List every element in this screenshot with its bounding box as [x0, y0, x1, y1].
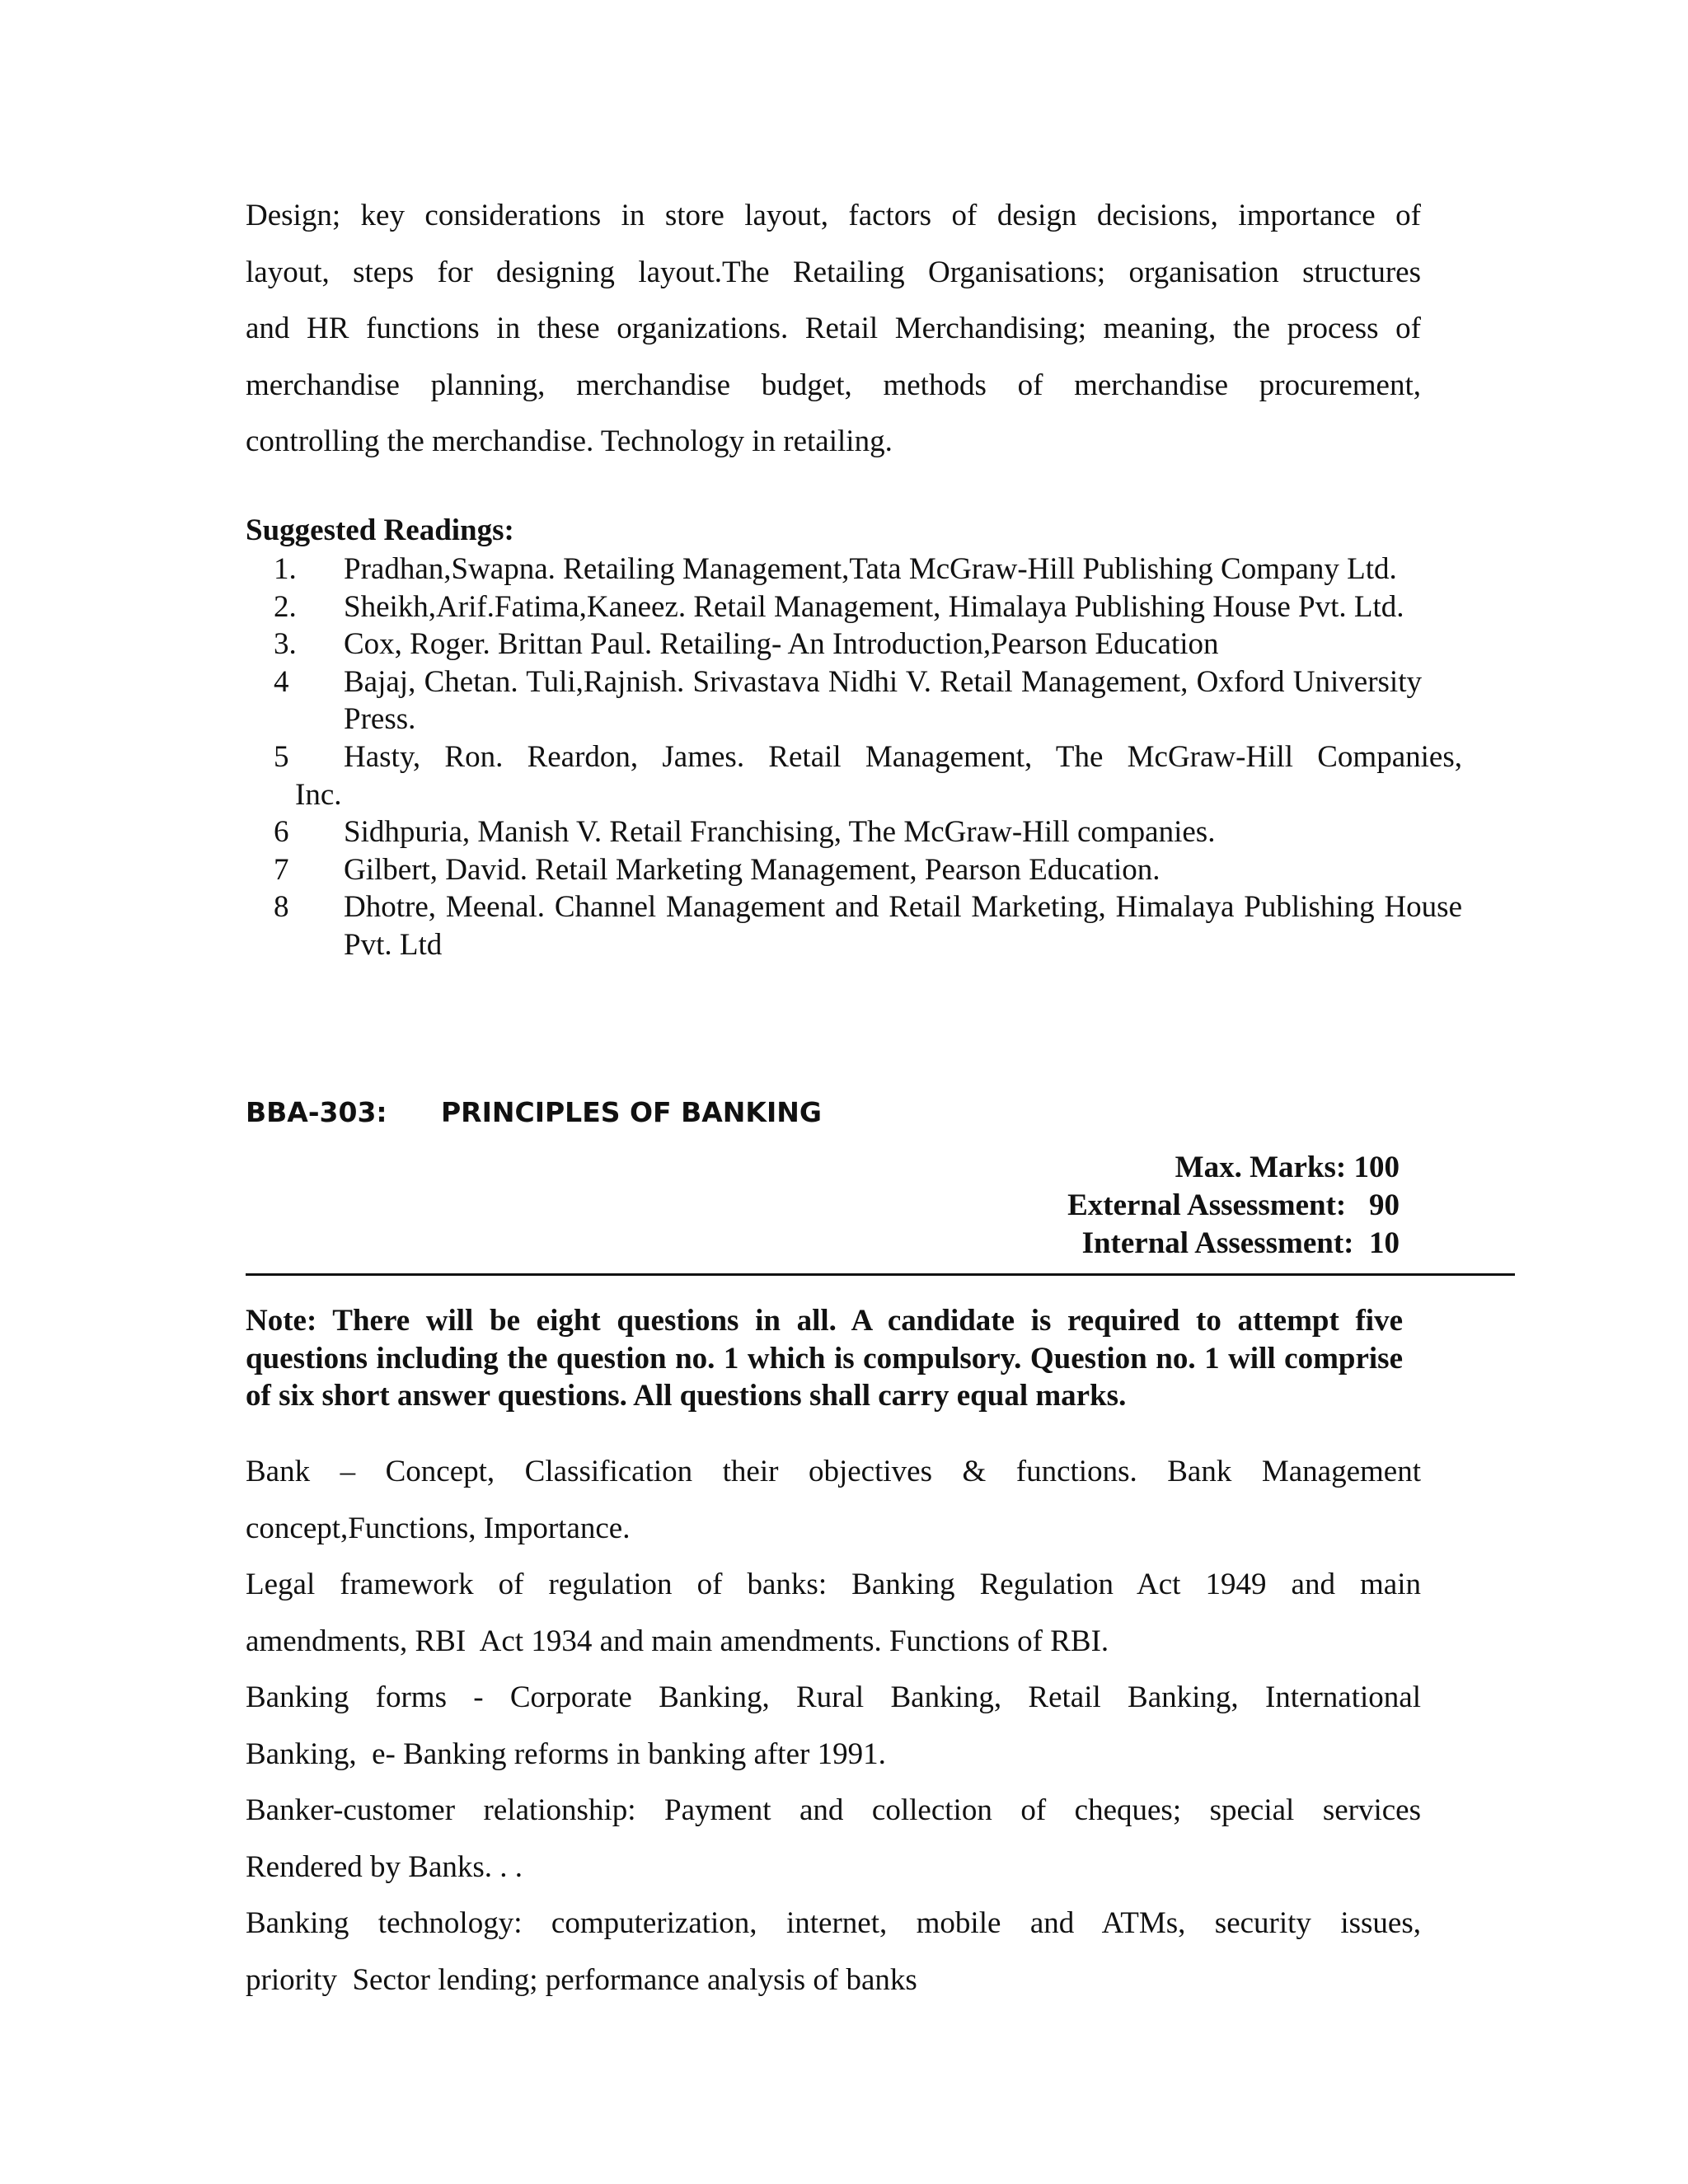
reading-item: 6 Sidhpuria, Manish V. Retail Franchising, The McGraw-Hill companies.	[274, 815, 1216, 850]
syllabus-line: Rendered by Banks. . .	[246, 1849, 523, 1884]
syllabus-line: Bank – Concept, Classification their objectives & functions. Bank Management	[246, 1455, 1421, 1488]
horizontal-rule	[246, 1273, 1515, 1276]
syllabus-line: amendments, RBI Act 1934 and main amendments. Functions of RBI.	[246, 1624, 1109, 1658]
intro-line: and HR functions in these organizations. Retail Merchandising; meaning, the process of	[246, 312, 1421, 345]
course-title: PRINCIPLES OF BANKING	[441, 1096, 822, 1128]
suggested-readings-heading: Suggested Readings:	[246, 513, 514, 547]
syllabus-line: Banking technology: computerization, internet, mobile and ATMs, security issues,	[246, 1906, 1421, 1940]
syllabus-line: priority Sector lending; performance analysis of banks	[246, 1962, 917, 1997]
intro-paragraph	[246, 188, 1421, 471]
intro-line: merchandise planning, merchandise budget, methods of merchandise procurement,	[246, 368, 1421, 402]
syllabus-paragraph	[246, 1783, 1421, 1896]
reading-item: 2. Sheikh,Arif.Fatima,Kaneez. Retail Management, Himalaya Publishing House Pvt. Ltd.	[274, 589, 1404, 624]
syllabus-paragraph	[246, 1896, 1421, 2008]
reading-item: 1. Pradhan,Swapna. Retailing Management,Tata McGraw-Hill Publishing Company Ltd.	[274, 552, 1397, 586]
max-marks: Max. Marks: 100	[1175, 1151, 1400, 1184]
reading-item: 5 Hasty, Ron. Reardon, James. Retail Management, The McGraw-Hill Companies, Inc.	[274, 739, 1462, 812]
syllabus-paragraph	[246, 1557, 1421, 1670]
syllabus-paragraph	[246, 1444, 1421, 1557]
course-code: BBA-303:	[246, 1096, 387, 1128]
suggested-readings-list	[246, 551, 1462, 964]
syllabus-line: Legal framework of regulation of banks: Banking Regulation Act 1949 and main	[246, 1568, 1421, 1601]
internal-assessment: Internal Assessment: 10	[1081, 1226, 1400, 1260]
external-assessment: External Assessment: 90	[1067, 1188, 1400, 1222]
intro-line: Design; key considerations in store layout, factors of design decisions, importance of	[246, 199, 1421, 232]
reading-item: 4 Bajaj, Chetan. Tuli,Rajnish. Srivastava Nidhi V. Retail Management, Oxford University Press.	[274, 664, 1422, 737]
syllabus-line: concept,Functions, Importance.	[246, 1511, 631, 1545]
intro-line: controlling the merchandise. Technology in retailing.	[246, 424, 893, 458]
reading-item: 7 Gilbert, David. Retail Marketing Management, Pearson Education.	[274, 852, 1160, 887]
reading-item: 8 Dhotre, Meenal. Channel Management and Retail Marketing, Himalaya Publishing House Pvt. Ltd	[274, 890, 1462, 962]
reading-item: 3. Cox, Roger. Brittan Paul. Retailing- An Introduction,Pearson Education	[274, 627, 1219, 662]
syllabus-line: Banking, e- Banking reforms in banking after 1991.	[246, 1736, 886, 1771]
syllabus-line: Banking forms - Corporate Banking, Rural Banking, Retail Banking, International	[246, 1680, 1421, 1714]
syllabus-line: Banker-customer relationship: Payment and collection of cheques; special services	[246, 1793, 1421, 1827]
syllabus-paragraph	[246, 1670, 1421, 1783]
intro-line: layout, steps for designing layout.The Retailing Organisations; organisation structures	[246, 255, 1421, 289]
exam-note: Note: There will be eight questions in all. A candidate is required to attempt five questions including the question no. 1 which is compulsory. Question no. 1 will comprise of six short answer questions. All questions shall carry equal marks.	[246, 1304, 1403, 1413]
